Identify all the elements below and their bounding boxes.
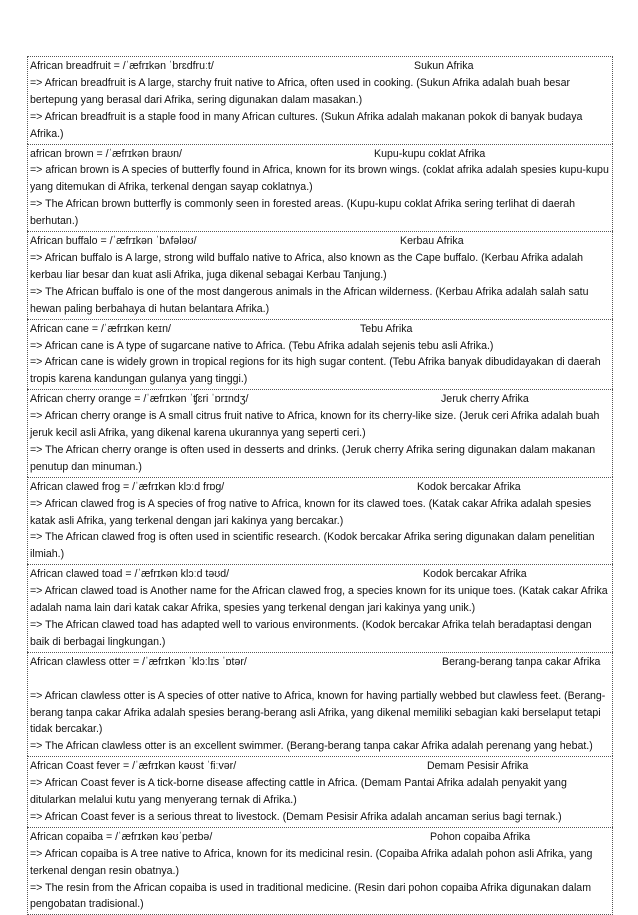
entry-header (30, 146, 610, 163)
entry-definition: => African buffalo is A large, strong wild buffalo native to Africa, also known as the Cape buffalo. (Kerbau Afrika adalah kerbau liar besar dan kuat asli Afrika, juga dikenal sebagai Kerbau Tanjung.) (30, 251, 583, 281)
entry-definition: => African Coast fever is A tick-borne disease affecting cattle in Africa. (Demam Pantai Afrika adalah penyakit yang ditularkan melalui kutu yang menyerang ternak di Afrika.) (30, 777, 567, 807)
entry-example: => African cane is widely grown in tropical regions for its high sugar content. (Tebu Afrika banyak dibudidayakan di daerah tropis karena kandungan gulanya yang tinggi.) (30, 356, 601, 386)
entry-definition: => African clawed toad is Another name for the African clawed frog, a species known for its unique toes. (Katak cakar Afrika adalah nama lain dari katak cakar Afrika, spesies yang terkenal dengan jari kakinya yang unik.) (30, 585, 608, 615)
entry-header (30, 566, 610, 583)
entry-term: African cane = /ˈæfrɪkən keɪn/ (30, 322, 171, 335)
dictionary-list (27, 56, 613, 915)
entry-example: => African Coast fever is a serious threat to livestock. (Demam Pesisir Afrika adalah ancaman serius bagi ternak.) (30, 810, 562, 823)
entry-translation: Tebu Afrika (360, 322, 413, 335)
entry-translation: Kodok bercakar Afrika (423, 568, 527, 581)
entry-example: => The African clawed frog is often used in scientific research. (Kodok bercakar Afrika sering digunakan dalam penelitian ilmiah.) (30, 531, 595, 561)
dictionary-entry (27, 477, 613, 565)
entry-header (30, 58, 610, 75)
entry-translation: Kerbau Afrika (400, 235, 464, 248)
dictionary-entry (27, 564, 613, 652)
entry-definition: => african brown is A species of butterfly found in Africa, known for its brown wings. (coklat afrika adalah spesies kupu-kupu yang ditemukan di Afrika, terkenal dengan sayap coklatnya.) (30, 164, 609, 194)
entry-term: African clawed frog = /ˈæfrɪkən klɔːd frɒg/ (30, 480, 225, 493)
entry-term: African breadfruit = /ˈæfrɪkən ˈbrɛdfruːt/ (30, 60, 214, 72)
entry-example: => The African cherry orange is often used in desserts and drinks. (Jeruk cherry Afrika sering digunakan dalam makanan penutup dan minuman.) (30, 443, 596, 473)
entry-term: African clawed toad = /ˈæfrɪkən klɔːd təʊd/ (30, 568, 230, 581)
entry-definition: => African copaiba is A tree native to Africa, known for its medicinal resin. (Copaiba Afrika adalah pohon asli Afrika, yang terkenal dengan resin obatnya.) (30, 847, 593, 877)
entry-header (30, 233, 610, 250)
entry-translation: Jeruk cherry Afrika (441, 393, 529, 406)
entry-header (30, 654, 610, 688)
entry-term: African Coast fever = /ˈæfrɪkən kəʊst ˈfiːvər/ (30, 760, 237, 773)
entry-translation: Demam Pesisir Afrika (427, 760, 529, 773)
entry-header (30, 479, 610, 496)
dictionary-entry (27, 56, 613, 144)
dictionary-entry (27, 319, 613, 390)
entry-term: African clawless otter = /ˈæfrɪkən ˈklɔːlɪs ˈɒtər/ (30, 655, 247, 668)
entry-translation: Sukun Afrika (414, 60, 474, 72)
entry-translation: Kodok bercakar Afrika (417, 480, 521, 493)
dictionary-entry (27, 827, 613, 915)
entry-term: african brown = /ˈæfrɪkən braʊn/ (30, 147, 182, 160)
entry-definition: => African cherry orange is A small citrus fruit native to Africa, known for its cherry-like size. (Jeruk ceri Afrika adalah buah jeruk kecil asli Afrika, yang dikenal karena ukurannya yang seperti ceri.) (30, 410, 600, 440)
dictionary-entry (27, 144, 613, 232)
entry-header (30, 321, 610, 338)
entry-term: African copaiba = /ˈæfrɪkən kəʊˈpeɪbə/ (30, 830, 213, 843)
entry-definition: => African cane is A type of sugarcane native to Africa. (Tebu Afrika adalah sejenis tebu asli Afrika.) (30, 339, 494, 352)
entry-example: => The African clawed toad has adapted well to various environments. (Kodok bercakar Afrika telah beradaptasi dengan baik di berbagai lingkungan.) (30, 619, 592, 648)
dictionary-entry (27, 231, 613, 319)
entry-example: => African breadfruit is a staple food in many African cultures. (Sukun Afrika adalah makanan pokok di banyak budaya Afrika.) (30, 110, 583, 140)
entry-example: => The resin from the African copaiba is used in traditional medicine. (Resin dari pohon copaiba Afrika digunakan dalam pengobatan tradisional.) (30, 881, 592, 911)
entry-example: => The African buffalo is one of the most dangerous animals in the African wilderness. (Kerbau Afrika adalah salah satu hewan paling berbahaya di hutan belantara Afrika.) (30, 285, 589, 315)
entry-definition: => African clawed frog is A species of frog native to Africa, known for its clawed toes. (Katak cakar Afrika adalah spesies katak asli Afrika, yang terkenal dengan jari kakinya yang bercakar.) (30, 497, 592, 527)
entry-definition: => African breadfruit is A large, starchy fruit native to Africa, often used in cooking. (Sukun Afrika adalah buah besar bertepung yang berasal dari Afrika, sering digunakan dalam masakan.) (30, 76, 571, 106)
dictionary-entry (27, 756, 613, 827)
entry-translation: Berang-berang tanpa cakar Afrika (442, 655, 601, 668)
entry-translation: Kupu-kupu coklat Afrika (374, 147, 486, 160)
entry-example: => The African clawless otter is an excellent swimmer. (Berang-berang tanpa cakar Afrika adalah perenang yang hebat.) (30, 740, 593, 753)
entry-header (30, 758, 610, 775)
dictionary-entry (27, 389, 613, 477)
entry-example: => The African brown butterfly is commonly seen in forested areas. (Kupu-kupu coklat Afrika sering terlihat di daerah berhutan.) (30, 198, 576, 228)
entry-header (30, 391, 610, 408)
dictionary-entry (27, 652, 613, 756)
entry-translation: Pohon copaiba Afrika (430, 830, 531, 843)
entry-term: African cherry orange = /ˈæfrɪkən ˈʧɛri ˈɒrɪndʒ/ (30, 393, 249, 406)
entry-definition: => African clawless otter is A species of otter native to Africa, known for having partially webbed but clawless feet. (Berang-berang tanpa cakar Afrika adalah spesies berang-berang asli Afrika, yang dikenal memiliki sebagian kaki berselaput tetapi tidak bercakar.) (30, 689, 606, 736)
entry-term: African buffalo = /ˈæfrɪkən ˈbʌfələʊ/ (30, 235, 197, 248)
entry-header (30, 829, 610, 846)
